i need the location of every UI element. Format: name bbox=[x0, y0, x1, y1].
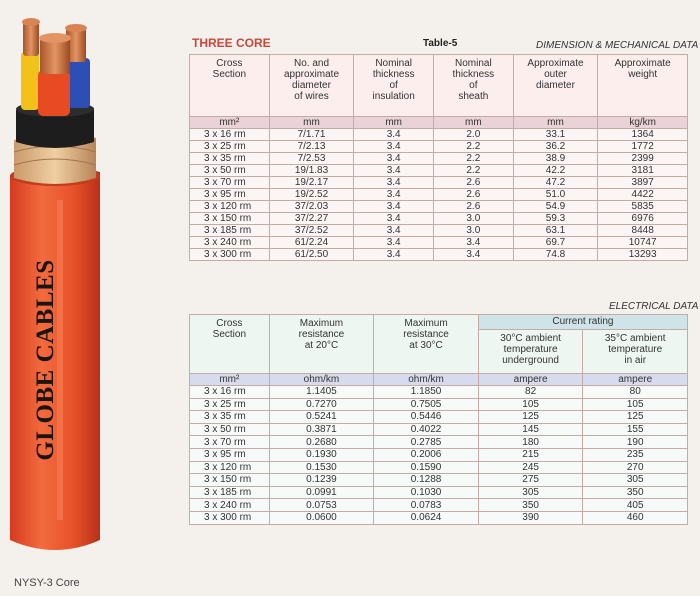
table-cell: 3 x 70 rm bbox=[190, 436, 270, 449]
table-cell: 1.1850 bbox=[374, 386, 479, 399]
table-cell: 0.5241 bbox=[269, 411, 374, 424]
header-line: outer bbox=[544, 69, 567, 80]
table-row bbox=[190, 153, 688, 165]
section-title: THREE CORE bbox=[192, 36, 271, 50]
table-cell: 155 bbox=[583, 423, 688, 436]
table-cell: 3 x 50 rm bbox=[190, 423, 270, 436]
table-cell: 0.0624 bbox=[374, 511, 479, 524]
table-cell: 2399 bbox=[598, 153, 688, 165]
table-cell: 10747 bbox=[598, 237, 688, 249]
dimension-units-row bbox=[190, 117, 688, 129]
table-row bbox=[190, 436, 688, 449]
table-cell: 3.4 bbox=[354, 153, 434, 165]
header-line: of bbox=[389, 80, 398, 91]
cable-caption: NYSY-3 Core bbox=[14, 577, 80, 589]
table-cell: 0.1239 bbox=[269, 474, 374, 487]
table-cell: 3 x 95 rm bbox=[190, 189, 270, 201]
header-line: Section bbox=[212, 329, 247, 340]
table-row bbox=[190, 486, 688, 499]
table-cell: 1.1405 bbox=[269, 386, 374, 399]
header-line: Nominal bbox=[454, 58, 492, 69]
unit-cell: mm bbox=[354, 117, 434, 129]
column-header bbox=[374, 315, 479, 374]
header-line: thickness bbox=[372, 69, 415, 80]
table-row bbox=[190, 474, 688, 487]
header-line: resistance bbox=[298, 329, 345, 340]
table-cell: 3 x 240 rm bbox=[190, 237, 270, 249]
table-label: Table-5 bbox=[423, 38, 458, 49]
table-cell: 3.4 bbox=[354, 249, 434, 261]
column-subheader bbox=[478, 330, 583, 374]
table-cell: 7/1.71 bbox=[269, 129, 354, 141]
table-row bbox=[190, 398, 688, 411]
unit-cell: mm bbox=[434, 117, 514, 129]
unit-cell: ohm/km bbox=[269, 374, 374, 386]
dimension-data-subtitle: DIMENSION & MECHANICAL DATA bbox=[536, 40, 699, 51]
table-cell: 3 x 16 rm bbox=[190, 129, 270, 141]
header-line: 35°C ambient bbox=[604, 333, 666, 344]
table-cell: 3 x 25 rm bbox=[190, 398, 270, 411]
header-line: Approximate bbox=[614, 58, 671, 69]
header-line: approximate bbox=[283, 69, 340, 80]
table-cell: 3 x 150 rm bbox=[190, 213, 270, 225]
table-cell: 47.2 bbox=[513, 177, 598, 189]
table-cell: 3.4 bbox=[434, 249, 514, 261]
table-row bbox=[190, 423, 688, 436]
table-row bbox=[190, 511, 688, 524]
table-cell: 0.0783 bbox=[374, 499, 479, 512]
table-cell: 4422 bbox=[598, 189, 688, 201]
table-cell: 3.4 bbox=[354, 213, 434, 225]
table-cell: 3.4 bbox=[354, 129, 434, 141]
table-cell: 37/2.52 bbox=[269, 225, 354, 237]
column-header bbox=[354, 55, 434, 117]
table-cell: 235 bbox=[583, 448, 688, 461]
electrical-data-subtitle: ELECTRICAL DATA bbox=[609, 301, 699, 312]
table-cell: 3.0 bbox=[434, 213, 514, 225]
header-line: Section bbox=[212, 69, 247, 80]
header-line: Nominal bbox=[375, 58, 412, 69]
header-line: diameter bbox=[536, 80, 575, 91]
table-cell: 61/2.24 bbox=[269, 237, 354, 249]
table-row bbox=[190, 499, 688, 512]
table-cell: 0.7270 bbox=[269, 398, 374, 411]
table-cell: 37/2.03 bbox=[269, 201, 354, 213]
table-row bbox=[190, 165, 688, 177]
table-cell: 5835 bbox=[598, 201, 688, 213]
table-cell: 3 x 16 rm bbox=[190, 386, 270, 399]
table-cell: 19/1.83 bbox=[269, 165, 354, 177]
table-cell: 105 bbox=[478, 398, 583, 411]
table-cell: 125 bbox=[478, 411, 583, 424]
column-subheader bbox=[583, 330, 688, 374]
table-cell: 0.1530 bbox=[269, 461, 374, 474]
header-line: resistance bbox=[403, 329, 449, 340]
table-cell: 3181 bbox=[598, 165, 688, 177]
table-row bbox=[190, 225, 688, 237]
unit-cell: ampere bbox=[478, 374, 583, 386]
table-cell: 0.0991 bbox=[269, 486, 374, 499]
table-row bbox=[190, 213, 688, 225]
table-cell: 0.5446 bbox=[374, 411, 479, 424]
table-cell: 0.4022 bbox=[374, 423, 479, 436]
table-cell: 7/2.53 bbox=[269, 153, 354, 165]
header-line: Maximum bbox=[299, 318, 344, 329]
table-cell: 3 x 240 rm bbox=[190, 499, 270, 512]
table-cell: 3.4 bbox=[354, 225, 434, 237]
table-cell: 3 x 95 rm bbox=[190, 448, 270, 461]
table-cell: 6976 bbox=[598, 213, 688, 225]
header-line: at 20°C bbox=[304, 340, 339, 351]
unit-cell: ampere bbox=[583, 374, 688, 386]
table-cell: 3 x 70 rm bbox=[190, 177, 270, 189]
header-line: Maximum bbox=[404, 318, 448, 329]
table-cell: 3 x 150 rm bbox=[190, 474, 270, 487]
table-cell: 3 x 300 rm bbox=[190, 249, 270, 261]
table-cell: 3 x 50 rm bbox=[190, 165, 270, 177]
header-line: Approximate bbox=[527, 58, 584, 69]
unit-cell: mm² bbox=[190, 117, 270, 129]
column-header bbox=[434, 55, 514, 117]
table-cell: 3 x 120 rm bbox=[190, 201, 270, 213]
table-cell: 3.4 bbox=[354, 165, 434, 177]
table-cell: 0.0600 bbox=[269, 511, 374, 524]
header-line: Cross bbox=[216, 318, 243, 329]
table-cell: 19/2.17 bbox=[269, 177, 354, 189]
table-cell: 3.4 bbox=[434, 237, 514, 249]
table-cell: 0.2680 bbox=[269, 436, 374, 449]
header-line: thickness bbox=[452, 69, 495, 80]
column-header bbox=[190, 55, 270, 117]
table-cell: 3 x 300 rm bbox=[190, 511, 270, 524]
table-row bbox=[190, 189, 688, 201]
table-cell: 125 bbox=[583, 411, 688, 424]
table-cell: 37/2.27 bbox=[269, 213, 354, 225]
table-cell: 3 x 185 rm bbox=[190, 225, 270, 237]
table-cell: 190 bbox=[583, 436, 688, 449]
table-cell: 0.1288 bbox=[374, 474, 479, 487]
table-cell: 13293 bbox=[598, 249, 688, 261]
table-cell: 305 bbox=[478, 486, 583, 499]
table-cell: 2.6 bbox=[434, 189, 514, 201]
dimension-header-row bbox=[190, 55, 688, 117]
table-cell: 63.1 bbox=[513, 225, 598, 237]
table-cell: 3.4 bbox=[354, 201, 434, 213]
table-row bbox=[190, 448, 688, 461]
column-header bbox=[598, 55, 688, 117]
table-cell: 69.7 bbox=[513, 237, 598, 249]
column-header bbox=[269, 55, 354, 117]
electrical-table bbox=[189, 314, 688, 525]
table-cell: 0.7505 bbox=[374, 398, 479, 411]
table-cell: 2.0 bbox=[434, 129, 514, 141]
table-row bbox=[190, 386, 688, 399]
dimension-table bbox=[189, 54, 688, 261]
table-cell: 19/2.52 bbox=[269, 189, 354, 201]
table-cell: 2.6 bbox=[434, 177, 514, 189]
table-cell: 275 bbox=[478, 474, 583, 487]
current-rating-header: Current rating bbox=[478, 315, 687, 330]
header-line: of bbox=[469, 80, 478, 91]
unit-cell: mm² bbox=[190, 374, 270, 386]
table-cell: 0.2785 bbox=[374, 436, 479, 449]
table-cell: 460 bbox=[583, 511, 688, 524]
table-cell: 0.3871 bbox=[269, 423, 374, 436]
header-line: weight bbox=[628, 69, 658, 80]
column-header bbox=[190, 315, 270, 374]
header-line: temperature bbox=[503, 344, 558, 355]
table-cell: 0.2006 bbox=[374, 448, 479, 461]
column-header bbox=[269, 315, 374, 374]
table-cell: 3.4 bbox=[354, 177, 434, 189]
table-cell: 2.6 bbox=[434, 201, 514, 213]
table-cell: 145 bbox=[478, 423, 583, 436]
table-cell: 61/2.50 bbox=[269, 249, 354, 261]
table-cell: 215 bbox=[478, 448, 583, 461]
header-line: sheath bbox=[458, 91, 489, 102]
brand-text: GLOBE CABLES bbox=[32, 259, 59, 461]
table-cell: 51.0 bbox=[513, 189, 598, 201]
table-cell: 1364 bbox=[598, 129, 688, 141]
header-line: 30°C ambient bbox=[500, 333, 561, 344]
column-header bbox=[513, 55, 598, 117]
header-line: insulation bbox=[372, 91, 415, 102]
table-cell: 0.1590 bbox=[374, 461, 479, 474]
table-cell: 105 bbox=[583, 398, 688, 411]
header-line: at 30°C bbox=[409, 340, 443, 351]
table-cell: 180 bbox=[478, 436, 583, 449]
table-cell: 2.2 bbox=[434, 153, 514, 165]
table-row bbox=[190, 461, 688, 474]
table-cell: 0.1030 bbox=[374, 486, 479, 499]
table-cell: 3.4 bbox=[354, 189, 434, 201]
table-cell: 7/2.13 bbox=[269, 141, 354, 153]
header-line: in air bbox=[624, 355, 647, 366]
table-cell: 3 x 35 rm bbox=[190, 411, 270, 424]
unit-cell: mm bbox=[269, 117, 354, 129]
header-line: temperature bbox=[608, 344, 663, 355]
table-row bbox=[190, 237, 688, 249]
table-row bbox=[190, 201, 688, 213]
table-cell: 3.4 bbox=[354, 237, 434, 249]
header-line: underground bbox=[502, 355, 559, 366]
table-cell: 3.0 bbox=[434, 225, 514, 237]
table-cell: 270 bbox=[583, 461, 688, 474]
table-cell: 390 bbox=[478, 511, 583, 524]
table-cell: 350 bbox=[478, 499, 583, 512]
electrical-units-row bbox=[190, 374, 688, 386]
header-line: Cross bbox=[216, 58, 243, 69]
table-cell: 54.9 bbox=[513, 201, 598, 213]
brand-logo bbox=[26, 250, 66, 470]
table-row bbox=[190, 177, 688, 189]
header-line: No. and bbox=[293, 58, 330, 69]
table-cell: 305 bbox=[583, 474, 688, 487]
table-cell: 3.4 bbox=[354, 141, 434, 153]
table-cell: 82 bbox=[478, 386, 583, 399]
unit-cell: kg/km bbox=[598, 117, 688, 129]
table-cell: 80 bbox=[583, 386, 688, 399]
table-cell: 33.1 bbox=[513, 129, 598, 141]
unit-cell: mm bbox=[513, 117, 598, 129]
table-cell: 0.1930 bbox=[269, 448, 374, 461]
table-cell: 3897 bbox=[598, 177, 688, 189]
table-cell: 59.3 bbox=[513, 213, 598, 225]
table-cell: 405 bbox=[583, 499, 688, 512]
table-cell: 0.0753 bbox=[269, 499, 374, 512]
unit-cell: ohm/km bbox=[374, 374, 479, 386]
table-cell: 2.2 bbox=[434, 165, 514, 177]
table-cell: 2.2 bbox=[434, 141, 514, 153]
table-cell: 3 x 185 rm bbox=[190, 486, 270, 499]
table-cell: 3 x 35 rm bbox=[190, 153, 270, 165]
header-line: diameter bbox=[292, 80, 331, 91]
table-row bbox=[190, 411, 688, 424]
table-row bbox=[190, 249, 688, 261]
table-cell: 8448 bbox=[598, 225, 688, 237]
table-cell: 36.2 bbox=[513, 141, 598, 153]
table-cell: 42.2 bbox=[513, 165, 598, 177]
electrical-header-row bbox=[190, 315, 688, 330]
table-cell: 350 bbox=[583, 486, 688, 499]
table-cell: 74.8 bbox=[513, 249, 598, 261]
table-cell: 38.9 bbox=[513, 153, 598, 165]
table-cell: 1772 bbox=[598, 141, 688, 153]
header-line: of wires bbox=[294, 91, 329, 102]
table-row bbox=[190, 141, 688, 153]
table-row bbox=[190, 129, 688, 141]
table-cell: 3 x 120 rm bbox=[190, 461, 270, 474]
table-cell: 245 bbox=[478, 461, 583, 474]
table-cell: 3 x 25 rm bbox=[190, 141, 270, 153]
